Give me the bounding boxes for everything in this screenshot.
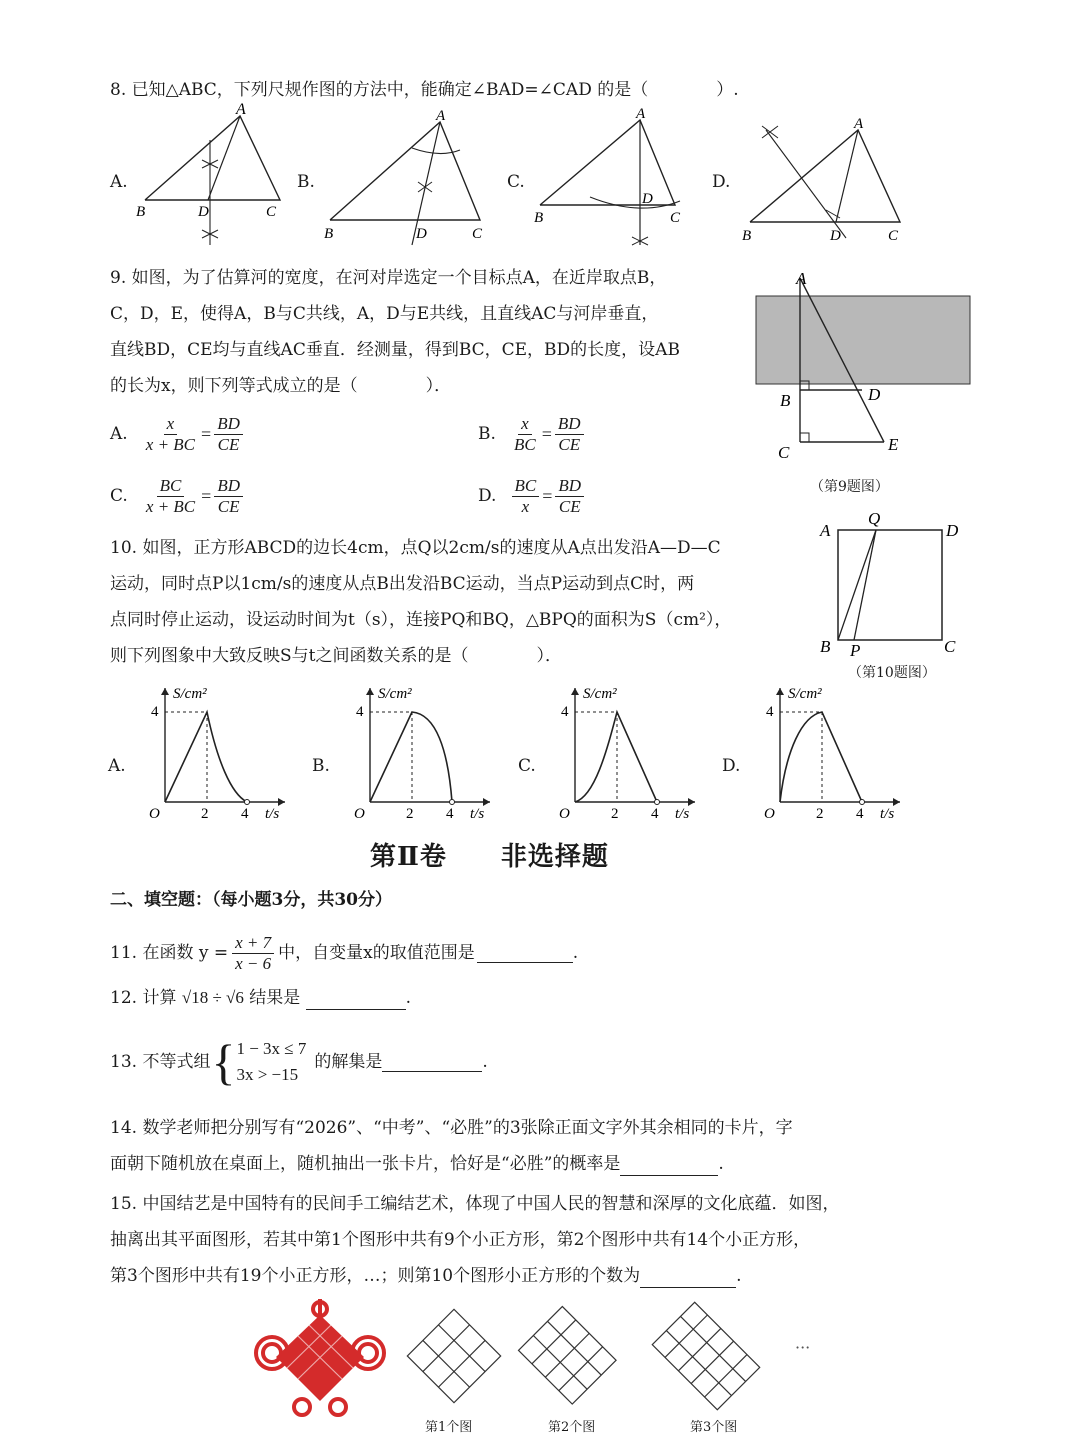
- svg-text:2: 2: [816, 806, 824, 822]
- q8-figure-b: [320, 110, 495, 250]
- svg-text:2: 2: [406, 806, 414, 822]
- q13-answer-blank[interactable]: [382, 1053, 482, 1072]
- svg-text:O: O: [354, 806, 365, 822]
- q12: 12. 计算 √18 ÷ √6 结果是 .: [110, 988, 412, 1008]
- svg-text:O: O: [149, 806, 160, 822]
- pattern-caption-2: 第2个图: [548, 1420, 596, 1435]
- svg-text:S/cm²: S/cm²: [788, 686, 822, 702]
- q9-option-c[interactable]: C. $\frac{BC}{x + BC}$ = $\frac{BD}{CE}$: [110, 476, 243, 517]
- pattern-ellipsis: ···: [795, 1338, 811, 1357]
- q9-line2: C，D，E，使得A，B与C共线，A，D与E共线，且直线AC与河岸垂直，: [110, 304, 659, 324]
- river: [756, 296, 970, 384]
- svg-text:S/cm²: S/cm²: [173, 686, 207, 702]
- q11-fraction: $\frac{x + 7}{x - 6}$: [232, 933, 274, 974]
- q10-line2: 运动，同时点P以1cm/s的速度从点B出发沿BC运动，当点P运动到点C时，两: [110, 574, 695, 594]
- q8-option-c-label[interactable]: C.: [507, 172, 525, 192]
- pattern-figure-2: [506, 1300, 630, 1412]
- svg-text:B: B: [780, 391, 791, 410]
- svg-text:A: A: [796, 269, 807, 288]
- q9-river-figure: [752, 264, 976, 474]
- chinese-knot-image: [250, 1295, 390, 1425]
- q9-a-right-fraction: $\frac{BD}{CE}$: [214, 414, 243, 455]
- svg-text:O: O: [764, 806, 775, 822]
- q11: 11. 在函数 y = $\frac{x + 7}{x - 6}$ 中，自变量x的取值范围是 .: [110, 932, 579, 973]
- section-title: 第Ⅱ卷 非选择题: [370, 842, 609, 872]
- q9-caption: （第9题图）: [810, 479, 889, 495]
- q13-system: 1 − 3x ≤ 7 3x > −15: [236, 1039, 307, 1084]
- q9-d-right-fraction: $\frac{BD}{CE}$: [555, 476, 584, 517]
- pattern-caption-1: 第1个图: [425, 1420, 473, 1435]
- svg-text:2: 2: [201, 806, 209, 822]
- q8-figure-d: [738, 112, 918, 247]
- q15-line2: 抽离出其平面图形，若其中第1个图形中共有9个小正方形，第2个图形中共有14个小正方形，: [110, 1230, 811, 1250]
- q14-line1: 14. 数学老师把分别写有“2026”、“中考”、“必胜”的3张除正面文字外其余相同的卡片，字: [110, 1118, 793, 1138]
- q8-stem: 8. 已知△ABC，下列尺规作图的方法中，能确定∠BAD=∠CAD 的是（ ）.: [110, 80, 739, 100]
- svg-text:D: D: [198, 204, 209, 220]
- q9-b-right-fraction: $\frac{BD}{CE}$: [555, 414, 584, 455]
- svg-text:B: B: [136, 204, 146, 220]
- svg-text:A: A: [854, 116, 864, 132]
- svg-text:4: 4: [561, 704, 569, 720]
- q15-line3: 第3个图形中共有19个小正方形，…；则第10个图形小正方形的个数为 .: [110, 1266, 742, 1286]
- q10-graph-a-label[interactable]: A.: [108, 756, 126, 776]
- q9-c-left-fraction: $\frac{BC}{x + BC}$: [145, 476, 196, 516]
- q14-answer-blank[interactable]: [620, 1157, 718, 1176]
- svg-text:4: 4: [241, 806, 249, 822]
- q8-figure-a: [130, 100, 300, 250]
- svg-text:t/s: t/s: [265, 806, 280, 822]
- svg-text:C: C: [472, 226, 483, 242]
- q13-brace: {: [211, 1034, 236, 1090]
- q11-answer-blank[interactable]: [477, 944, 573, 963]
- svg-text:C: C: [888, 228, 899, 244]
- q15-line1: 15. 中国结艺是中国特有的民间手工编结艺术，体现了中国人民的智慧和深厚的文化底蕴．如图，: [110, 1194, 840, 1214]
- q8-option-b-label[interactable]: B.: [297, 172, 315, 192]
- svg-text:C: C: [944, 637, 956, 656]
- svg-text:4: 4: [151, 704, 159, 720]
- svg-text:D: D: [642, 191, 653, 207]
- svg-text:D: D: [416, 226, 427, 242]
- q10-graph-b: [340, 680, 500, 825]
- part2-header: 二、填空题：（每小题3分，共30分）: [110, 890, 392, 910]
- pattern-figure-3: [632, 1300, 780, 1412]
- q9-d-left-fraction: $\frac{BC}{x}$: [512, 476, 540, 517]
- svg-text:C: C: [266, 204, 277, 220]
- svg-text:4: 4: [766, 704, 774, 720]
- q10-caption: （第10题图）: [848, 665, 936, 681]
- q9-c-right-fraction: $\frac{BD}{CE}$: [214, 476, 243, 517]
- q10-line3: 点同时停止运动，设运动时间为t（s），连接PQ和BQ，△BPQ的面积为S（cm²），: [110, 610, 732, 630]
- svg-text:4: 4: [651, 806, 659, 822]
- svg-text:A: A: [436, 110, 446, 124]
- svg-text:D: D: [946, 521, 959, 540]
- q9-a-left-fraction: $\frac{x}{x + BC}$: [145, 414, 196, 454]
- svg-text:A: A: [636, 106, 646, 122]
- svg-text:E: E: [888, 435, 899, 454]
- svg-text:O: O: [559, 806, 570, 822]
- svg-text:P: P: [850, 641, 861, 658]
- q12-expression: √18 ÷ √6: [181, 988, 244, 1007]
- svg-text:C: C: [778, 443, 790, 462]
- q10-graph-d: [750, 680, 910, 825]
- q8-figure-c: [530, 105, 690, 255]
- svg-text:D: D: [830, 228, 841, 244]
- svg-text:t/s: t/s: [470, 806, 485, 822]
- svg-text:B: B: [324, 226, 334, 242]
- q9-line1: 9. 如图，为了估算河的宽度，在河对岸选定一个目标点A，在近岸取点B，: [110, 268, 667, 288]
- q10-graph-c-label[interactable]: C.: [518, 756, 536, 776]
- svg-text:B: B: [534, 210, 544, 226]
- q9-line4: 的长为x，则下列等式成立的是（ ）．: [110, 376, 452, 396]
- svg-text:C: C: [670, 210, 681, 226]
- pattern-caption-3: 第3个图: [690, 1420, 738, 1435]
- q10-line1: 10. 如图，正方形ABCD的边长4cm，点Q以2cm/s的速度从A点出发沿A—D—C: [110, 538, 721, 558]
- svg-text:4: 4: [446, 806, 454, 822]
- q10-graph-b-label[interactable]: B.: [312, 756, 330, 776]
- q10-square-figure: [814, 508, 964, 658]
- pattern-figure-1: [398, 1300, 510, 1412]
- q15-answer-blank[interactable]: [640, 1269, 736, 1288]
- q9-line3: 直线BD，CE均与直线AC垂直．经测量，得到BC，CE，BD的长度，设AB: [110, 340, 680, 360]
- q9-option-b[interactable]: B. $\frac{x}{BC}$ = $\frac{BD}{CE}$: [478, 414, 584, 455]
- q13: 13. 不等式组 { 1 − 3x ≤ 7 3x > −15 的解集是 .: [110, 1034, 488, 1090]
- svg-text:4: 4: [856, 806, 864, 822]
- q10-graph-c: [545, 680, 705, 825]
- svg-text:B: B: [820, 637, 831, 656]
- svg-text:A: A: [820, 521, 831, 540]
- q10-line4: 则下列图象中大致反映S与t之间函数关系的是（ ）．: [110, 646, 562, 666]
- q12-answer-blank[interactable]: [306, 991, 406, 1010]
- svg-text:S/cm²: S/cm²: [378, 686, 412, 702]
- q10-graph-d-label[interactable]: D.: [722, 756, 741, 776]
- svg-text:A: A: [236, 101, 246, 118]
- svg-text:B: B: [742, 228, 752, 244]
- q8-option-a-label[interactable]: A.: [110, 172, 128, 192]
- svg-text:D: D: [868, 385, 881, 404]
- q9-option-d[interactable]: D. $\frac{BC}{x}$ = $\frac{BD}{CE}$: [478, 476, 584, 517]
- q8-option-d-label[interactable]: D.: [712, 172, 731, 192]
- svg-text:Q: Q: [868, 509, 881, 528]
- svg-text:2: 2: [611, 806, 619, 822]
- q9-option-a[interactable]: A. $\frac{x}{x + BC}$ = $\frac{BD}{CE}$: [110, 414, 243, 455]
- q10-graph-a: [135, 680, 295, 825]
- svg-text:t/s: t/s: [880, 806, 895, 822]
- svg-text:S/cm²: S/cm²: [583, 686, 617, 702]
- svg-text:4: 4: [356, 704, 364, 720]
- q9-b-left-fraction: $\frac{x}{BC}$: [514, 414, 536, 454]
- svg-text:t/s: t/s: [675, 806, 690, 822]
- q14-line2: 面朝下随机放在桌面上，随机抽出一张卡片，恰好是“必胜”的概率是 .: [110, 1154, 724, 1174]
